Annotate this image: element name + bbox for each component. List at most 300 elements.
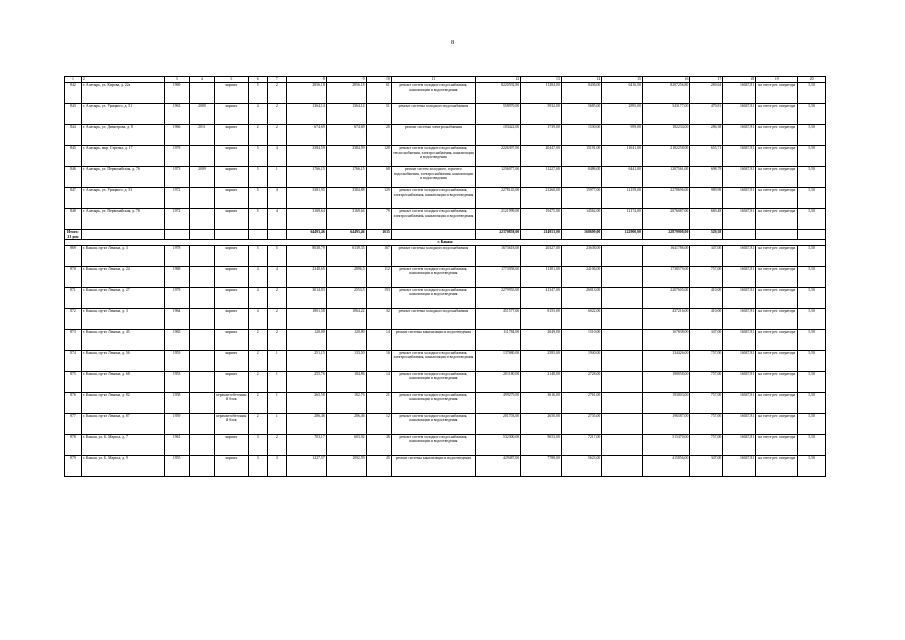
table-cell bbox=[189, 350, 214, 371]
table-cell: 543177,00 bbox=[642, 104, 689, 125]
table-cell: 64493,46 bbox=[286, 230, 326, 240]
table-cell: 2 bbox=[248, 413, 267, 434]
table-cell: 2 bbox=[267, 329, 286, 350]
table-cell: 2650,00 bbox=[521, 413, 562, 434]
table-cell: 669,48 bbox=[690, 209, 723, 230]
table-cell: 7 bbox=[267, 77, 286, 83]
table-cell: 2 bbox=[248, 125, 267, 146]
table-cell: 11284,00 bbox=[521, 83, 562, 104]
table-cell: 410,00 bbox=[690, 287, 723, 308]
table-row bbox=[65, 167, 826, 188]
table-cell: на счете рег. оператора bbox=[756, 287, 798, 308]
table-cell: 5,50 bbox=[798, 392, 826, 413]
table-cell: 5685,00 bbox=[561, 104, 602, 125]
table-cell: 51 bbox=[366, 104, 391, 125]
table-cell: 2761,00 bbox=[561, 392, 602, 413]
table-cell: 655,71 bbox=[690, 146, 723, 167]
table-cell: 1510,00 bbox=[561, 329, 602, 350]
table-cell: 603,92 bbox=[326, 434, 366, 455]
table-cell: 5,50 bbox=[798, 209, 826, 230]
table-cell: 429487,00 bbox=[476, 455, 521, 476]
table-cell bbox=[798, 230, 826, 240]
table-cell: 8 bbox=[286, 77, 326, 83]
table-cell: 16047,81 bbox=[723, 455, 756, 476]
table-cell: 2279955,00 bbox=[476, 287, 521, 308]
table-cell: 451577,00 bbox=[476, 308, 521, 329]
table-cell: 16 bbox=[366, 350, 391, 371]
table-cell: ремонт систем холодного водоснабжения, канализации и водоотведения bbox=[391, 413, 475, 434]
table-cell: 2553,5 bbox=[326, 287, 366, 308]
table-cell: 6441,00 bbox=[602, 167, 643, 188]
table-cell: 201180,00 bbox=[476, 371, 521, 392]
table-cell: 1940,00 bbox=[561, 350, 602, 371]
table-cell: 4 bbox=[267, 266, 286, 287]
table-cell: 1236077,00 bbox=[476, 167, 521, 188]
table-cell: 3 bbox=[267, 455, 286, 476]
table-cell: 878 bbox=[65, 434, 82, 455]
table-cell: 14 bbox=[366, 329, 391, 350]
table-cell: 5,50 bbox=[798, 308, 826, 329]
table-cell: 193003,00 bbox=[642, 392, 689, 413]
table-row bbox=[65, 83, 826, 104]
table-cell: 11641,00 bbox=[602, 146, 643, 167]
table-cell bbox=[189, 188, 214, 209]
table-cell: 251,15 bbox=[286, 350, 326, 371]
table-cell: кирпич bbox=[215, 245, 249, 266]
table-cell: 2121999,00 bbox=[476, 209, 521, 230]
table-cell: 1963 bbox=[164, 104, 189, 125]
table-cell bbox=[602, 287, 643, 308]
page-number: 8 bbox=[451, 40, 454, 46]
table-row bbox=[65, 146, 826, 167]
table-cell bbox=[602, 266, 643, 287]
table-cell: 5,50 bbox=[798, 287, 826, 308]
table-cell: 2 bbox=[267, 83, 286, 104]
table-cell: 5 bbox=[248, 188, 267, 209]
table-cell: 20 bbox=[798, 77, 826, 83]
table-cell: 1953 bbox=[164, 350, 189, 371]
table-cell: г. Алатырь, ул. Димитрова, д. 8 bbox=[81, 125, 164, 146]
table-cell: 4 bbox=[248, 287, 267, 308]
table-cell: 1978 bbox=[164, 146, 189, 167]
table-cell: 1766,15 bbox=[326, 167, 366, 188]
table-cell: 5,50 bbox=[798, 125, 826, 146]
table-cell: 14562,00 bbox=[561, 209, 602, 230]
table-cell: 5,50 bbox=[798, 188, 826, 209]
table-cell: 5,50 bbox=[798, 455, 826, 476]
table-cell: 5,50 bbox=[798, 104, 826, 125]
table-cell: 499279,00 bbox=[476, 392, 521, 413]
table-cell: ремонт систем холодного водоснабжения, электроснабжения, канализации и водоотведения bbox=[391, 350, 475, 371]
table-cell: 8486,00 bbox=[561, 167, 602, 188]
table-cell: 6139,35 bbox=[326, 245, 366, 266]
table-cell: 16047,81 bbox=[723, 434, 756, 455]
table-cell: 1972 bbox=[164, 209, 189, 230]
table-cell: 757,00 bbox=[690, 392, 723, 413]
table-cell: 757,00 bbox=[690, 434, 723, 455]
table-cell bbox=[602, 392, 643, 413]
table-cell: 2 bbox=[267, 434, 286, 455]
table-cell: 410,00 bbox=[690, 308, 723, 329]
table-cell: ремонт систем холодного водоснабжения, канализации и водоотведения bbox=[391, 287, 475, 308]
table-cell: 14 bbox=[561, 77, 602, 83]
table-cell: 5,50 bbox=[798, 146, 826, 167]
table-cell: 10 bbox=[366, 77, 391, 83]
table-cell: кирпич bbox=[215, 83, 249, 104]
table-cell: 5 bbox=[248, 167, 267, 188]
table-cell: 5 bbox=[215, 77, 249, 83]
table-cell: 2 bbox=[81, 77, 164, 83]
table-cell: г. Канаш, пр-кт Ленина, д. 27 bbox=[81, 287, 164, 308]
table-cell: 16 bbox=[642, 77, 689, 83]
table-cell: кирпич bbox=[215, 329, 249, 350]
table-cell: на счете рег. оператора bbox=[756, 146, 798, 167]
table-cell bbox=[602, 455, 643, 476]
table-cell: 3616,00 bbox=[521, 392, 562, 413]
table-cell: 193 bbox=[366, 287, 391, 308]
table-cell: на счете рег. оператора bbox=[756, 392, 798, 413]
table-row bbox=[65, 308, 826, 329]
table-cell: ремонт систем холодного водоснабжения, канализации и водоотведения bbox=[391, 83, 475, 104]
table-cell: 2 bbox=[267, 125, 286, 146]
table-cell: 182234,00 bbox=[642, 125, 689, 146]
table-cell: 8436,00 bbox=[561, 83, 602, 104]
table-cell: 757,00 bbox=[690, 350, 723, 371]
city-heading: г. Канаш bbox=[65, 240, 826, 246]
table-cell: 182,76 bbox=[326, 392, 366, 413]
table-cell: на счете рег. оператора bbox=[756, 125, 798, 146]
table-cell: 1973 bbox=[164, 167, 189, 188]
table-cell: 45 bbox=[366, 455, 391, 476]
table-cell: г. Алатырь, ул. Первомайская, д. 76 bbox=[81, 167, 164, 188]
table-cell: 26013,00 bbox=[561, 287, 602, 308]
table-cell: 8038,79 bbox=[286, 245, 326, 266]
table-cell bbox=[189, 308, 214, 329]
table-cell: 41347,00 bbox=[521, 287, 562, 308]
table-cell bbox=[189, 266, 214, 287]
table-cell: на счете рег. оператора bbox=[756, 371, 798, 392]
table-cell: ремонт систем холодного, горячего водоснабжения, электроснабжения, канализации и водоотведения bbox=[391, 167, 475, 188]
table-cell: 1961 bbox=[164, 434, 189, 455]
table-cell: 1959 bbox=[164, 413, 189, 434]
table-cell: г. Канаш, пр-кт Ленина, д. 56 bbox=[81, 350, 164, 371]
table-cell: ремонт систем холодного водоснабжения, электроснабжения, канализации и водоотведения bbox=[391, 188, 475, 209]
table-cell: 1641786,00 bbox=[642, 245, 689, 266]
table-cell: кирпич bbox=[215, 287, 249, 308]
table-cell: 1064,22 bbox=[326, 308, 366, 329]
table-cell bbox=[164, 230, 189, 240]
table-cell: кирпич bbox=[215, 266, 249, 287]
table-cell: кирпич bbox=[215, 371, 249, 392]
table-cell: 9653,00 bbox=[521, 434, 562, 455]
table-cell: 3169,64 bbox=[286, 209, 326, 230]
table-cell: 6 bbox=[248, 77, 267, 83]
table-cell: 1968 bbox=[164, 266, 189, 287]
table-cell: 214953,00 bbox=[521, 230, 562, 240]
table-cell: кирпич bbox=[215, 188, 249, 209]
table-cell bbox=[189, 245, 214, 266]
table-cell: 871 bbox=[65, 287, 82, 308]
table-cell: 2278145,00 bbox=[476, 188, 521, 209]
table-cell: кирпич bbox=[215, 434, 249, 455]
table-cell: 12159,00 bbox=[602, 188, 643, 209]
table-cell: 129 bbox=[366, 188, 391, 209]
table-cell: 347,00 bbox=[690, 455, 723, 476]
table-cell: 2207605,00 bbox=[642, 287, 689, 308]
table-cell: 3 bbox=[248, 455, 267, 476]
table-cell: керамзитобетонный блок bbox=[215, 413, 249, 434]
table-cell: 111784,00 bbox=[476, 329, 521, 350]
table-cell: 19 bbox=[756, 77, 798, 83]
table-cell: 8220592,80 bbox=[476, 83, 521, 104]
table-cell: 3 bbox=[164, 77, 189, 83]
table-cell: 1 bbox=[267, 167, 286, 188]
table-cell: г. Алатырь, ул. Кирова, д. 22а bbox=[81, 83, 164, 104]
table-cell bbox=[602, 371, 643, 392]
table-cell: 1207561,00 bbox=[642, 167, 689, 188]
table-cell: 2278696,00 bbox=[642, 188, 689, 209]
table-cell: 5,50 bbox=[798, 329, 826, 350]
table-row bbox=[65, 188, 826, 209]
table-cell: г. Канаш, пр-кт Ленина, д. 82 bbox=[81, 392, 164, 413]
table-cell: 2 bbox=[248, 392, 267, 413]
table-cell: 79 bbox=[366, 209, 391, 230]
table-cell: 3384,59 bbox=[286, 146, 326, 167]
table-cell: ремонт систем холодного водоснабжения, канализации и водоотведения bbox=[391, 434, 475, 455]
table-cell: 17 bbox=[690, 77, 723, 83]
table-cell: 32 bbox=[366, 308, 391, 329]
table-cell: 1739,00 bbox=[521, 125, 562, 146]
table-cell bbox=[189, 434, 214, 455]
table-cell: 5,50 bbox=[798, 413, 826, 434]
table-cell: 1953 bbox=[164, 371, 189, 392]
table-cell: г. Канаш, пр-кт Ленина, д. 24 bbox=[81, 266, 164, 287]
table-cell: 875 bbox=[65, 371, 82, 392]
table-cell: 2011 bbox=[189, 125, 214, 146]
table-cell: 112 bbox=[366, 266, 391, 287]
table-cell: 5623,00 bbox=[561, 455, 602, 476]
register-body bbox=[65, 77, 826, 477]
table-cell: 848 bbox=[65, 209, 82, 230]
table-cell: на счете рег. оператора bbox=[756, 188, 798, 209]
table-cell: 674,69 bbox=[286, 125, 326, 146]
table-cell bbox=[391, 230, 475, 240]
table-cell: на счете рег. оператора bbox=[756, 413, 798, 434]
table-cell: 1958 bbox=[164, 392, 189, 413]
table-cell: ремонт систем холодного водоснабжения, канализации и водоотведения bbox=[391, 371, 475, 392]
table-cell: 16047,81 bbox=[723, 188, 756, 209]
table-row bbox=[65, 125, 826, 146]
table-cell: 36 bbox=[366, 434, 391, 455]
table-cell: 16047,81 bbox=[723, 167, 756, 188]
table-cell: 16047,81 bbox=[723, 350, 756, 371]
table-cell: г. Канаш, пр-кт Ленина, д. 68 bbox=[81, 371, 164, 392]
table-cell: 1801,58 bbox=[286, 308, 326, 329]
table-cell: 347,00 bbox=[690, 329, 723, 350]
table-cell: г. Канаш, пр-кт Ленина, д. 3 bbox=[81, 245, 164, 266]
table-cell: 2226397,00 bbox=[476, 146, 521, 167]
table-cell bbox=[602, 413, 643, 434]
table-cell: 1966 bbox=[164, 125, 189, 146]
table-cell: 1 bbox=[267, 413, 286, 434]
table-cell: 1 bbox=[267, 350, 286, 371]
table-cell: 1092,59 bbox=[326, 455, 366, 476]
table-cell: 11227,00 bbox=[521, 167, 562, 188]
table-cell: 2585,00 bbox=[521, 350, 562, 371]
table-cell bbox=[81, 230, 164, 240]
table-cell: 265,58 bbox=[286, 392, 326, 413]
table-cell: 16047,81 bbox=[723, 287, 756, 308]
table-cell: 3384,59 bbox=[326, 146, 366, 167]
table-cell: 869 bbox=[65, 245, 82, 266]
table-cell: на счете рег. оператора bbox=[756, 104, 798, 125]
table-cell: 876 bbox=[65, 392, 82, 413]
table-cell: 1955 bbox=[164, 455, 189, 476]
table-cell: 2009 bbox=[189, 104, 214, 125]
table-cell: 68 bbox=[366, 167, 391, 188]
table-cell: 12174,00 bbox=[602, 209, 643, 230]
table-cell: 877 bbox=[65, 413, 82, 434]
table-cell: 879 bbox=[65, 455, 82, 476]
table-cell: 14 bbox=[366, 371, 391, 392]
table-cell: 870 bbox=[65, 266, 82, 287]
table-cell: 532300,00 bbox=[476, 434, 521, 455]
table-cell bbox=[189, 392, 214, 413]
table-cell: 22370858,00 bbox=[476, 230, 521, 240]
table-cell: 1227,57 bbox=[286, 455, 326, 476]
table-cell: 11 bbox=[391, 77, 475, 83]
table-cell: 843 bbox=[65, 104, 82, 125]
table-cell: на счете рег. оператора bbox=[756, 266, 798, 287]
table-cell: керамзитобетонный блок bbox=[215, 392, 249, 413]
table-cell: 19475,00 bbox=[521, 209, 562, 230]
table-cell: 13 bbox=[521, 77, 562, 83]
table-cell: г. Канаш, пр-кт Ленина, д. 45 bbox=[81, 329, 164, 350]
table-cell: 21 bbox=[366, 392, 391, 413]
table-cell: 128 bbox=[366, 146, 391, 167]
table-cell: кирпич bbox=[215, 455, 249, 476]
table-cell: 4 bbox=[267, 146, 286, 167]
table-cell: 103422,00 bbox=[476, 125, 521, 146]
table-cell: г. Канаш, ул. Б. Маркса, д. 7 bbox=[81, 434, 164, 455]
table-cell: 167 bbox=[366, 245, 391, 266]
table-row bbox=[65, 329, 826, 350]
table-cell: г. Алатырь, ул. Урицкого, д. 53 bbox=[81, 188, 164, 209]
table-cell: 3 bbox=[248, 434, 267, 455]
table-cell bbox=[602, 329, 643, 350]
table-cell bbox=[189, 83, 214, 104]
table-cell: 201703,00 bbox=[476, 413, 521, 434]
table-cell: 137680,00 bbox=[476, 350, 521, 371]
table-cell: 515470,00 bbox=[642, 434, 689, 455]
table-cell: 120,80 bbox=[326, 329, 366, 350]
table-cell: 2182258,00 bbox=[642, 146, 689, 167]
table-cell: 255,76 bbox=[286, 371, 326, 392]
table-cell: г. Алатырь, мкр. Стрелка, д. 17 bbox=[81, 146, 164, 167]
table-cell: кирпич bbox=[215, 125, 249, 146]
table-cell: 11381,00 bbox=[521, 266, 562, 287]
table-cell: 4 bbox=[248, 266, 267, 287]
table-cell: 1364,14 bbox=[286, 104, 326, 125]
table-cell: кирпич bbox=[215, 350, 249, 371]
table-cell: 529,58 bbox=[690, 230, 723, 240]
table-cell: 873 bbox=[65, 329, 82, 350]
table-cell: ремонт системы холодного водоснабжения bbox=[391, 308, 475, 329]
table-cell: 1673618,00 bbox=[476, 245, 521, 266]
table-cell: 5,50 bbox=[798, 350, 826, 371]
table-row bbox=[65, 371, 826, 392]
table-cell: 2735,00 bbox=[561, 413, 602, 434]
table-cell: 16047,81 bbox=[723, 146, 756, 167]
table-cell: 2856,18 bbox=[326, 83, 366, 104]
table-cell: 703,17 bbox=[286, 434, 326, 455]
table-cell: на счете рег. оператора bbox=[756, 83, 798, 104]
table-cell: 286,46 bbox=[326, 413, 366, 434]
table-row bbox=[65, 245, 826, 266]
table-cell: ремонт систем холодного водоснабжения, электроснабжения, канализации и водоотведения bbox=[391, 209, 475, 230]
table-cell: 5932,00 bbox=[521, 104, 562, 125]
table-cell: 757,00 bbox=[690, 266, 723, 287]
table-cell: 846 bbox=[65, 167, 82, 188]
table-row bbox=[65, 455, 826, 476]
table-cell: 2 bbox=[248, 350, 267, 371]
table-cell: 122900,00 bbox=[602, 230, 643, 240]
table-row bbox=[65, 209, 826, 230]
table-cell: 347,00 bbox=[690, 245, 723, 266]
table-cell: 4 bbox=[248, 308, 267, 329]
table-cell: 844 bbox=[65, 125, 82, 146]
table-cell: 16047,81 bbox=[723, 104, 756, 125]
table-cell bbox=[267, 230, 286, 240]
table-cell bbox=[189, 230, 214, 240]
table-cell: 4 bbox=[189, 77, 214, 83]
table-cell: г. Алатырь, ул. Первомайская, д. 78 bbox=[81, 209, 164, 230]
table-cell: 5,50 bbox=[798, 167, 826, 188]
table-cell: на счете рег. оператора bbox=[756, 350, 798, 371]
table-cell: 2895,00 bbox=[602, 104, 643, 125]
table-cell: 7217,00 bbox=[561, 434, 602, 455]
table-cell: 3381,95 bbox=[286, 188, 326, 209]
table-cell: ремонт системы холодного водоснабжения bbox=[391, 104, 475, 125]
table-cell: 16047,81 bbox=[723, 371, 756, 392]
table-cell: г. Канаш, пр-кт Ленина, д. 87 bbox=[81, 413, 164, 434]
table-cell: ремонт системы холодного водоснабжения bbox=[391, 245, 475, 266]
table-cell: 20 bbox=[366, 125, 391, 146]
table-cell: 196587,00 bbox=[642, 413, 689, 434]
table-cell bbox=[189, 455, 214, 476]
table-cell: 184,86 bbox=[326, 371, 366, 392]
table-cell bbox=[189, 146, 214, 167]
table-cell: 847 bbox=[65, 188, 82, 209]
table-row bbox=[65, 392, 826, 413]
table-cell: 1964 bbox=[164, 308, 189, 329]
total-row bbox=[65, 230, 826, 240]
table-cell: 757,00 bbox=[690, 413, 723, 434]
table-row bbox=[65, 266, 826, 287]
table-cell: 4 bbox=[267, 188, 286, 209]
table-cell bbox=[756, 230, 798, 240]
table-cell: на счете рег. оператора bbox=[756, 209, 798, 230]
table-cell: 15191,00 bbox=[561, 146, 602, 167]
table-cell bbox=[189, 371, 214, 392]
table-cell: 872 bbox=[65, 308, 82, 329]
table-cell bbox=[602, 434, 643, 455]
table-cell: 2348,65 bbox=[286, 266, 326, 287]
table-cell: на счете рег. оператора bbox=[756, 308, 798, 329]
table-cell: кирпич bbox=[215, 308, 249, 329]
table-cell: 959,00 bbox=[602, 125, 643, 146]
table-cell: 4 bbox=[248, 104, 267, 125]
